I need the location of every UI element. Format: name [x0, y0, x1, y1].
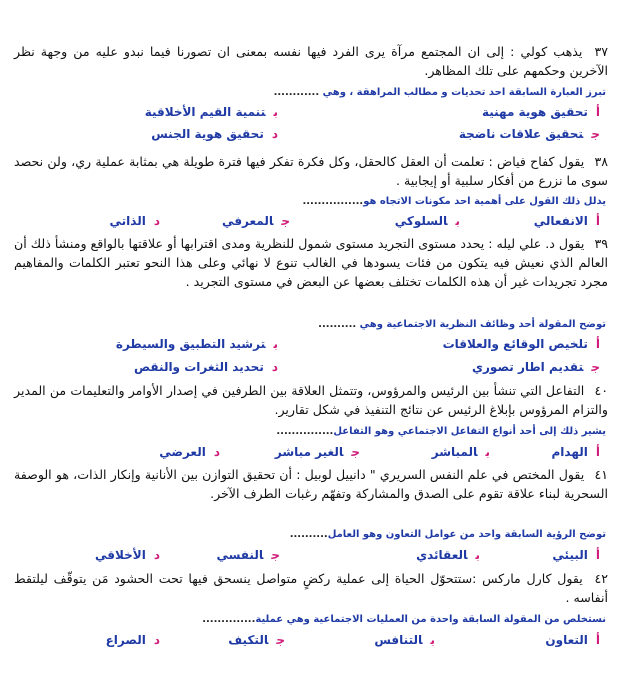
options-42 — [0, 633, 620, 651]
option-40-c[interactable] — [275, 445, 360, 459]
question-number: ٤٢ — [594, 571, 608, 586]
question-number: ٤١ — [594, 467, 608, 482]
option-39-c[interactable] — [472, 360, 600, 374]
option-letter: ج — [271, 548, 280, 562]
question-40 — [14, 381, 608, 419]
option-text: الصراع — [105, 633, 146, 647]
question-prompt-40 — [14, 425, 606, 439]
option-text: التكيف — [228, 633, 269, 647]
prompt-text: توضح المقولة أحد وظائف النظرية الاجتماعية وهي — [356, 319, 606, 330]
question-prompt-38 — [14, 195, 606, 209]
option-text: تلخيص الوقائع والعلاقات — [442, 337, 588, 351]
prompt-dots: ............... — [276, 426, 334, 437]
option-42-c[interactable] — [228, 633, 285, 647]
option-text: التعاون — [545, 633, 588, 647]
question-text: يقول كارل ماركس :ستتحوّل الحياة إلى عملية ركضٍ متواصل ينسحق فيها تحت الحشود مَن يتوقّف ليلتقط أنفاسه . — [14, 571, 608, 605]
option-text: النفسي — [216, 548, 264, 562]
option-letter: د — [271, 360, 278, 374]
option-letter: أ — [595, 105, 600, 119]
options-41 — [0, 548, 620, 566]
prompt-dots: ............ — [273, 87, 320, 98]
options-39b — [0, 360, 620, 378]
option-text: التنافس — [374, 633, 423, 647]
option-text: الذاتي — [109, 214, 146, 228]
option-text: تحديد الثغرات والنقص — [134, 360, 264, 374]
question-text: يقول د. علي ليله : يحدد مستوى التجريد مستوى شمول للنظرية ومدى اقترابها أو علاقتها بالواقع ومنشأ ذلك أن العالم الذي نعيش فيه يتكون من فئات يسودها في الغالب تنوع لا نهائي وعلى هذا النحو تعتبر الكلمات والمفاهيم مجرد تجريدات غير أن هذه الكلمات تختلف بعضها عن البعض في مستوى التجريد . — [14, 236, 608, 289]
option-letter: ب — [430, 633, 435, 647]
option-text: العقائدي — [416, 548, 468, 562]
option-41-c[interactable] — [216, 548, 280, 562]
option-letter: ب — [485, 445, 490, 459]
question-text: يقول كفاح فياض : تعلمت أن العقل كالحقل، وكل فكرة تفكر فيها فترة طويلة هي بمثابة عملية ري، ولن نحصد سوى ما نزرع من أفكار سلبية أو إيجابية . — [14, 154, 608, 188]
question-number: ٣٩ — [594, 236, 608, 251]
prompt-dots: .......... — [318, 319, 357, 330]
option-text: المباشر — [431, 445, 478, 459]
question-prompt-41 — [14, 528, 606, 542]
option-42-b[interactable] — [374, 633, 435, 647]
option-letter: د — [153, 548, 160, 562]
option-37-a[interactable] — [482, 105, 600, 119]
option-41-b[interactable] — [416, 548, 480, 562]
option-text: تحقيق هوية مهنية — [481, 105, 588, 119]
option-letter: أ — [595, 633, 600, 647]
option-text: المعرفي — [222, 214, 274, 228]
option-text: الأخلاقي — [95, 548, 146, 562]
option-letter: أ — [595, 214, 600, 228]
option-letter: د — [213, 445, 220, 459]
option-letter: ج — [351, 445, 360, 459]
option-letter: ج — [276, 633, 285, 647]
prompt-dots: .............. — [202, 614, 256, 625]
option-text: تقديم اطار تصوري — [472, 360, 584, 374]
option-text: السلوكي — [394, 214, 448, 228]
prompt-text: نستخلص من المقولة السابقة واحدة من العمليات الاجتماعية وهي عملية — [255, 614, 606, 625]
option-37-d[interactable] — [151, 127, 278, 141]
option-letter: ج — [591, 360, 600, 374]
question-text: يذهب كولي : إلى ان المجتمع مرآة يرى الفرد فيها نفسه بمعنى ان تصورنا فيما نبدو عليه من وجهة نظر الآخرين وحكمهم على تلك المظاهر. — [14, 44, 608, 78]
options-40 — [0, 445, 620, 463]
prompt-dots: ................ — [302, 196, 364, 207]
options-39a — [0, 337, 620, 355]
option-text: الانفعالي — [533, 214, 588, 228]
option-37-c[interactable] — [459, 127, 600, 141]
question-number: ٣٨ — [594, 154, 608, 169]
option-letter: د — [153, 214, 160, 228]
option-letter: ب — [455, 214, 460, 228]
option-40-d[interactable] — [159, 445, 220, 459]
question-number: ٣٧ — [594, 44, 608, 59]
option-41-d[interactable] — [95, 548, 160, 562]
option-39-a[interactable] — [443, 337, 600, 351]
question-39 — [14, 234, 608, 291]
option-38-d[interactable] — [110, 214, 160, 228]
option-letter: ب — [273, 105, 278, 119]
option-text: ترشيد التطبيق والسيطرة — [115, 337, 266, 351]
options-37b — [0, 127, 620, 145]
option-text: تحقيق علاقات ناضجة — [458, 127, 584, 141]
option-letter: د — [271, 127, 278, 141]
option-letter: ج — [591, 127, 600, 141]
question-37 — [14, 42, 608, 80]
options-37a — [0, 105, 620, 123]
question-text: التفاعل التي تنشأ بين الرئيس والمرؤوس، وتتمثل العلاقة بين الطرفين في إصدار الأوامر والتعليمات من المدير والتزام المرؤوس بإبلاغ الرئيس عن نتائج التنفيذ في شكل تقارير. — [14, 383, 608, 417]
prompt-text: يدلل ذلك القول على أهمية احد مكونات الاتجاه هو — [363, 196, 606, 207]
prompt-text: تبرز العبارة السابقة احد تحديات و مطالب المراهقة ، وهي — [319, 87, 606, 98]
question-prompt-37 — [14, 86, 606, 100]
option-38-c[interactable] — [222, 214, 290, 228]
option-42-d[interactable] — [106, 633, 160, 647]
option-39-b[interactable] — [116, 337, 278, 351]
option-38-b[interactable] — [395, 214, 460, 228]
option-41-a[interactable] — [552, 548, 600, 562]
prompt-text: توضح الرؤية السابقة واحد من عوامل التعاون وهو العامل — [327, 529, 606, 540]
question-41 — [14, 465, 608, 503]
option-38-a[interactable] — [534, 214, 600, 228]
option-39-d[interactable] — [134, 360, 278, 374]
question-prompt-42 — [14, 613, 606, 627]
question-38 — [14, 152, 608, 190]
option-letter: ج — [281, 214, 290, 228]
option-40-a[interactable] — [551, 445, 600, 459]
option-text: العرضي — [159, 445, 206, 459]
question-prompt-39 — [14, 318, 606, 332]
option-letter: ب — [273, 337, 278, 351]
option-40-b[interactable] — [432, 445, 490, 459]
prompt-dots: .......... — [289, 529, 328, 540]
option-text: تنمية القيم الأخلاقية — [144, 105, 266, 119]
option-letter: ب — [475, 548, 480, 562]
option-text: الهدام — [551, 445, 588, 459]
option-42-a[interactable] — [545, 633, 600, 647]
question-text: يقول المختص في علم النفس السريري " دانييل لوبيل : أن تحقيق التوازن بين الأنانية وإنكار الذات، هو الوصفة السحرية لبناء علاقة تقوم على الصدق والمشاركة وتفهّم رغبات الطرف الآخر. — [14, 467, 608, 501]
prompt-text: يشير ذلك إلى أحد أنواع التفاعل الاجتماعي وهو التفاعل — [333, 426, 606, 437]
option-37-b[interactable] — [145, 105, 278, 119]
options-38 — [0, 214, 620, 232]
option-text: الغير مباشر — [274, 445, 344, 459]
option-letter: أ — [595, 445, 600, 459]
option-text: تحقيق هوية الجنس — [151, 127, 264, 141]
option-letter: د — [153, 633, 160, 647]
question-number: ٤٠ — [594, 383, 608, 398]
option-letter: أ — [595, 548, 600, 562]
option-text: البيئي — [552, 548, 588, 562]
option-letter: أ — [595, 337, 600, 351]
question-42 — [14, 569, 608, 607]
